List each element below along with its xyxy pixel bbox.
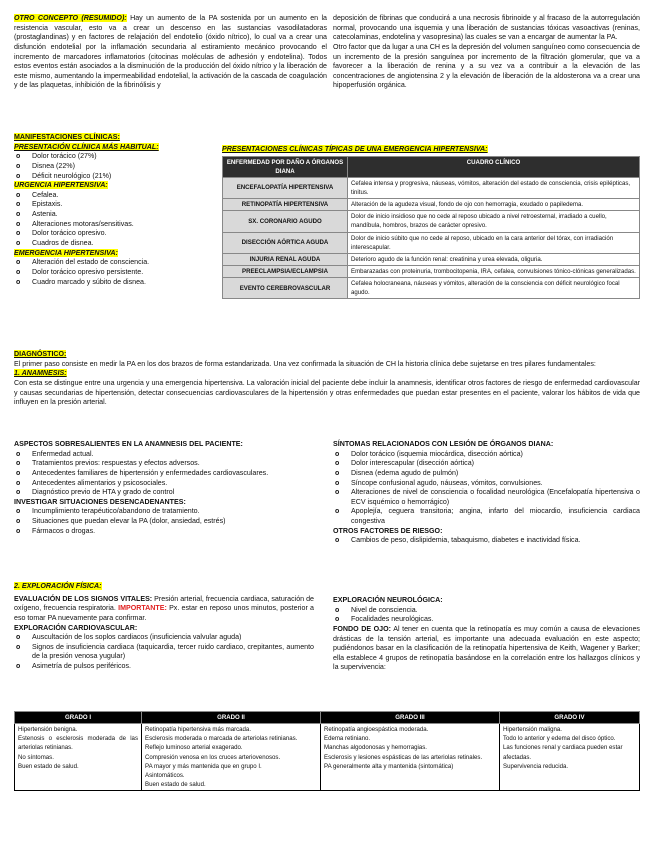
manifestaciones-section bbox=[14, 133, 224, 287]
grados-section bbox=[14, 711, 640, 791]
cell-line: Retinopatía angioespástica moderada. bbox=[324, 726, 429, 734]
fondo-paragraph bbox=[333, 625, 640, 673]
sintomas-column bbox=[333, 440, 640, 546]
continuation-paragraph-1: deposición de fibrinas que conducirá a una necrosis fibrinoide y al fracaso de la autorregulación normal, provocando una isquemia y una liberación de sustancias tóxicas vasoactivas (reninas, catecolaminas, endotelina y vasopresina) las cuales se van a encargar de aumentar la PA. bbox=[333, 14, 640, 42]
cell-line: Supervivencia reducida. bbox=[503, 762, 569, 770]
table-row bbox=[223, 278, 640, 299]
continuation-paragraph-2: Otro factor que da lugar a una CH es la depresión del volumen sanguíneo como consecuencia de un incremento de la presión sanguínea por incremento de la filtración glomerular, que va a favorecer a la liberación de renina y a su vez va a contribuir a la elevación de las concentraciones de angiotensina 2 y la elevación de liberación de la aldosterona va a crear una hipoperfusión orgánica. bbox=[333, 42, 640, 90]
manifestaciones-title: MANIFESTACIONES CLÍNICAS: bbox=[14, 133, 120, 141]
row-value: Embarazadas con proteinuria, trombocitopenia, IRA, cefalea, convulsiones tónico-clónicas generalizadas. bbox=[348, 266, 640, 278]
diagnostico-title: DIAGNÓSTICO: bbox=[14, 350, 67, 358]
presentaciones-section bbox=[222, 145, 640, 299]
list-item: o Cuadro marcado y súbito de disnea. bbox=[14, 278, 224, 288]
emergencia-title: EMERGENCIA HIPERTENSIVA: bbox=[14, 248, 118, 257]
investigar-title: INVESTIGAR SITUACIONES DESENCADENANTES: bbox=[14, 497, 186, 506]
list-item: o Astenia. bbox=[14, 210, 224, 220]
cell-line: Esclerosis y lesiones espásticas de las arteriolas retinales. bbox=[324, 753, 483, 761]
list-item: o Dolor torácico (27%) bbox=[14, 152, 224, 162]
neuro-list bbox=[333, 606, 640, 625]
sintomas-title: SÍNTOMAS RELACIONADOS CON LESIÓN DE ÓRGANOS DIANA: bbox=[333, 440, 554, 448]
row-key: PREECLAMPSIA/ECLAMPSIA bbox=[223, 266, 348, 278]
cell-line: Edema retiniano. bbox=[324, 735, 371, 743]
list-item: o Auscultación de los soplos cardiacos (insuficiencia valvular aguda) bbox=[14, 633, 314, 643]
row-key: INJURIA RENAL AGUDA bbox=[223, 253, 348, 265]
grado-i-cell bbox=[15, 724, 142, 791]
list-item: o Antecedentes alimentarios y psicosociales. bbox=[14, 479, 330, 489]
row-value: Cefalea holocraneana, náuseas y vómitos, alteración de la consciencia con déficit neurológico focal agudo. bbox=[348, 278, 640, 299]
urgencia-list bbox=[14, 191, 224, 249]
cell-line: PA mayor y más mantenida que en grupo I. bbox=[145, 762, 262, 770]
list-item: o Dolor interescapular (disección aórtica) bbox=[333, 459, 640, 469]
list-item: o Disnea (22%) bbox=[14, 162, 224, 172]
table-header-row bbox=[15, 712, 640, 724]
diagnostico-intro: El primer paso consiste en medir la PA en los dos brazos de forma estandarizada. Una vez confirmada la situación de CH la historia clínica debe sujetarse en tres pilares fundamentales: bbox=[14, 359, 596, 368]
row-key: SX. CORONARIO AGUDO bbox=[223, 211, 348, 232]
list-item: o Cefalea. bbox=[14, 191, 224, 201]
list-item: o Alteraciones motoras/sensitivas. bbox=[14, 220, 224, 230]
table-row bbox=[223, 232, 640, 253]
list-item: o Alteraciones de nivel de consciencia o focalidad neurológica (Encefalopatía hipertensiva o ECV isquémico o hemorrágico) bbox=[333, 488, 640, 507]
list-item: o Nivel de consciencia. bbox=[333, 606, 640, 616]
cell-line: Manchas algodonosas y hemorragias. bbox=[324, 744, 427, 752]
otro-concepto-paragraph bbox=[14, 14, 327, 91]
neuro-title: EXPLORACIÓN NEUROLÓGICA: bbox=[333, 596, 443, 604]
neuro-column bbox=[333, 596, 640, 673]
list-item: o Situaciones que puedan elevar la PA (dolor, ansiedad, estrés) bbox=[14, 517, 330, 527]
table-row bbox=[223, 177, 640, 198]
otros-list bbox=[333, 536, 640, 546]
column-header: GRADO IV bbox=[500, 712, 640, 724]
cardio-title: EXPLORACIÓN CARDIOVASCULAR: bbox=[14, 623, 138, 632]
list-item: o Dolor torácico (isquemia miocárdica, disección aórtica) bbox=[333, 450, 640, 460]
list-item: o Enfermedad actual. bbox=[14, 450, 330, 460]
table-row bbox=[223, 199, 640, 211]
aspectos-list bbox=[14, 450, 330, 498]
list-item: o Apoplejía, ceguera transitoria; angina, infarto del miocardio, insuficiencia cardiaca congestiva bbox=[333, 507, 640, 526]
row-value: Alteración de la agudeza visual, fondo de ojo con hemorragia, exudado o papiledema. bbox=[348, 199, 640, 211]
list-item: o Cambios de peso, dislipidemia, tabaquismo, diabetes e inactividad física. bbox=[333, 536, 640, 546]
cell-line: PA generalmente alta y mantenida (sintomática) bbox=[324, 762, 454, 770]
cell-line: Hipertensión maligna. bbox=[503, 726, 562, 734]
list-item: o Fármacos o drogas. bbox=[14, 527, 330, 537]
grado-iv-cell bbox=[500, 724, 640, 791]
signos-title: EVALUACIÓN DE LOS SIGNOS VITALES: bbox=[14, 594, 153, 603]
otros-title: OTROS FACTORES DE RIESGO: bbox=[333, 526, 443, 535]
presentaciones-table bbox=[222, 156, 640, 300]
exploracion-title: 2. EXPLORACIÓN FÍSICA: bbox=[14, 582, 102, 590]
list-item: o Dolor torácico opresivo persistente. bbox=[14, 268, 224, 278]
otro-concepto-text: Hay un aumento de la PA sostenida por un aumento en la resistencia vascular, esto va a crear un descenso en las sustancias vasodilatadoras (prostaglandinas) y en factores de relajación del endotelio (óxido nítrico), lo cual va a crear una disfunción endotelial por la inflamación secundaria al estiramiento mecánico provocando el incremento de marcadores inflamatorios (citocinas moléculas de adhesión y endotelina). Todos estos eventos están asociados a la disminución de la producción del óxido nítrico y la liberación de este mismo, aumentando la impermeabilidad endotelial, la activación de la cascada de coagulación y de las plaquetas, inhibición de la fibrinólisis y bbox=[14, 14, 327, 90]
signos-paragraph bbox=[14, 595, 314, 624]
row-key: EVENTO CEREBROVASCULAR bbox=[223, 278, 348, 299]
habitual-list bbox=[14, 152, 224, 181]
cell-line: Estenosis o esclerosis moderada de las arteriolas retinianas. bbox=[18, 735, 138, 752]
list-item: o Signos de insuficiencia cardiaca (taquicardia, tercer ruido cardiaco, crepitantes, aumento de la presión venosa yugular) bbox=[14, 643, 314, 662]
row-value: Dolor de inicio insidioso que no cede al reposo ubicado a nivel retroesternal, irradiado a cuello, mandíbula, hombros, brazos de carácter opresivo. bbox=[348, 211, 640, 232]
row-key: ENCEFALOPATÍA HIPERTENSIVA bbox=[223, 177, 348, 198]
list-item: o Tratamientos previos: respuestas y efectos adversos. bbox=[14, 459, 330, 469]
column-header: GRADO III bbox=[321, 712, 500, 724]
cell-line: Todo lo anterior y edema del disco óptico. bbox=[503, 735, 616, 743]
importante-text: Px. estar en reposo unos minutos, posterior a eso tomar PA nuevamente para confirmar. bbox=[14, 604, 314, 622]
fondo-title: FONDO DE OJO: bbox=[333, 624, 392, 633]
urgencia-title: URGENCIA HIPERTENSIVA: bbox=[14, 181, 108, 190]
table-row bbox=[223, 266, 640, 278]
column-header: ENFERMEDAD POR DAÑO A ÓRGANOS DIANA bbox=[223, 156, 348, 177]
list-item: o Diagnóstico previo de HTA y grado de control bbox=[14, 488, 330, 498]
exploracion-column bbox=[14, 582, 314, 672]
cell-line: Buen estado de salud. bbox=[145, 780, 206, 788]
cell-line: Las funciones renal y cardiaca pueden estar afectadas. bbox=[503, 744, 623, 761]
list-item: o Déficit neurológico (21%) bbox=[14, 172, 224, 182]
cell-line: Compresión venosa en los cruces arteriovenosos. bbox=[145, 753, 281, 761]
fondo-text: Al tener en cuenta que la retinopatía es muy común a causa de elevaciones drásticas de la tensión arterial, es importante una adecuada evaluación en este aspecto; pudiéndonos basar en la clasificación de la retinopatía hipertensiva de Keith, Wagener y Barker; ella establece 4 grupos de retinopatía basándose en la correlación entre los hallazgos clínicos y la supervivencia: bbox=[333, 624, 640, 672]
list-item: o Epistaxis. bbox=[14, 200, 224, 210]
list-item: o Disnea (edema agudo de pulmón) bbox=[333, 469, 640, 479]
grado-iii-cell bbox=[321, 724, 500, 791]
anamnesis-title: 1. ANAMNESIS: bbox=[14, 369, 67, 378]
list-item: o Focalidades neurológicas. bbox=[333, 615, 640, 625]
cell-line: Retinopatía hipertensiva más marcada. bbox=[145, 726, 252, 734]
list-item: o Dolor torácico opresivo. bbox=[14, 229, 224, 239]
aspectos-title: ASPECTOS SOBRESALIENTES EN LA ANAMNESIS DEL PACIENTE: bbox=[14, 440, 243, 448]
list-item: o Síncope confusional agudo, náuseas, vómitos, convulsiones. bbox=[333, 479, 640, 489]
grados-table bbox=[14, 711, 640, 791]
row-value: Dolor de inicio súbito que no cede al reposo, ubicado en la cara anterior del tórax, con irradiación interescapular. bbox=[348, 232, 640, 253]
grado-ii-cell bbox=[142, 724, 321, 791]
cell-line: Reflejo luminoso arterial exagerado. bbox=[145, 744, 243, 752]
table-header-row bbox=[223, 156, 640, 177]
row-key: DISECCIÓN AÓRTICA AGUDA bbox=[223, 232, 348, 253]
list-item: o Asimetría de pulsos periféricos. bbox=[14, 662, 314, 672]
otro-concepto-continuation bbox=[333, 14, 640, 91]
list-item: o Cuadros de disnea. bbox=[14, 239, 224, 249]
cell-line: Esclerosis moderada o marcada de arteriolas retinianas. bbox=[145, 735, 298, 743]
table-row bbox=[223, 253, 640, 265]
otro-concepto-label: OTRO CONCEPTO (RESUMIDO): bbox=[14, 14, 127, 22]
table-row bbox=[223, 211, 640, 232]
sintomas-list bbox=[333, 450, 640, 527]
habitual-title: PRESENTACIÓN CLÍNICA MÁS HABITUAL: bbox=[14, 142, 159, 151]
column-header: CUADRO CLÍNICO bbox=[348, 156, 640, 177]
row-value: Deterioro agudo de la función renal: creatinina y urea elevada, oliguria. bbox=[348, 253, 640, 265]
table-row bbox=[15, 724, 640, 791]
list-item: o Alteración del estado de consciencia. bbox=[14, 258, 224, 268]
row-value: Cefalea intensa y progresiva, náuseas, vómitos, alteración del estado de consciencia, crisis epilépticas, tinitus. bbox=[348, 177, 640, 198]
importante-label: IMPORTANTE: bbox=[118, 604, 167, 613]
list-item: o Antecedentes familiares de hipertensión y enfermedades cardiovasculares. bbox=[14, 469, 330, 479]
column-header: GRADO II bbox=[142, 712, 321, 724]
cardio-list bbox=[14, 633, 314, 672]
cell-line: Asintomáticos. bbox=[145, 771, 185, 779]
signos-text: Presión arterial, frecuencia cardiaca, saturación de oxígeno, frecuencia respiratoria. bbox=[14, 594, 314, 613]
aspectos-column bbox=[14, 440, 330, 536]
cell-line: No síntomas. bbox=[18, 753, 54, 761]
emergencia-list bbox=[14, 258, 224, 287]
diagnostico-section bbox=[14, 350, 640, 408]
row-key: RETINOPATÍA HIPERTENSIVA bbox=[223, 199, 348, 211]
list-item: o Incumplimiento terapéutico/abandono de tratamiento. bbox=[14, 507, 330, 517]
column-header: GRADO I bbox=[15, 712, 142, 724]
cell-line: Buen estado de salud. bbox=[18, 762, 79, 770]
presentaciones-title: PRESENTACIONES CLÍNICAS TÍPICAS DE UNA EMERGENCIA HIPERTENSIVA: bbox=[222, 145, 488, 153]
anamnesis-text: Con esta se distingue entre una urgencia y una emergencia hipertensiva. La valoración inicial del paciente debe incluir la anamnesis, identificar otros factores de riesgo de enfermedad cardiovascular y causas secundarias de hipertensión, detectar consecuencias cardiovasculares de la hipertensión y otras enfermedades que puedan estar presentes en el paciente, valorar los hábitos de vida que influyen en la presión arterial. bbox=[14, 378, 640, 407]
cell-line: Hipertensión benigna. bbox=[18, 726, 78, 734]
investigar-list bbox=[14, 507, 330, 536]
